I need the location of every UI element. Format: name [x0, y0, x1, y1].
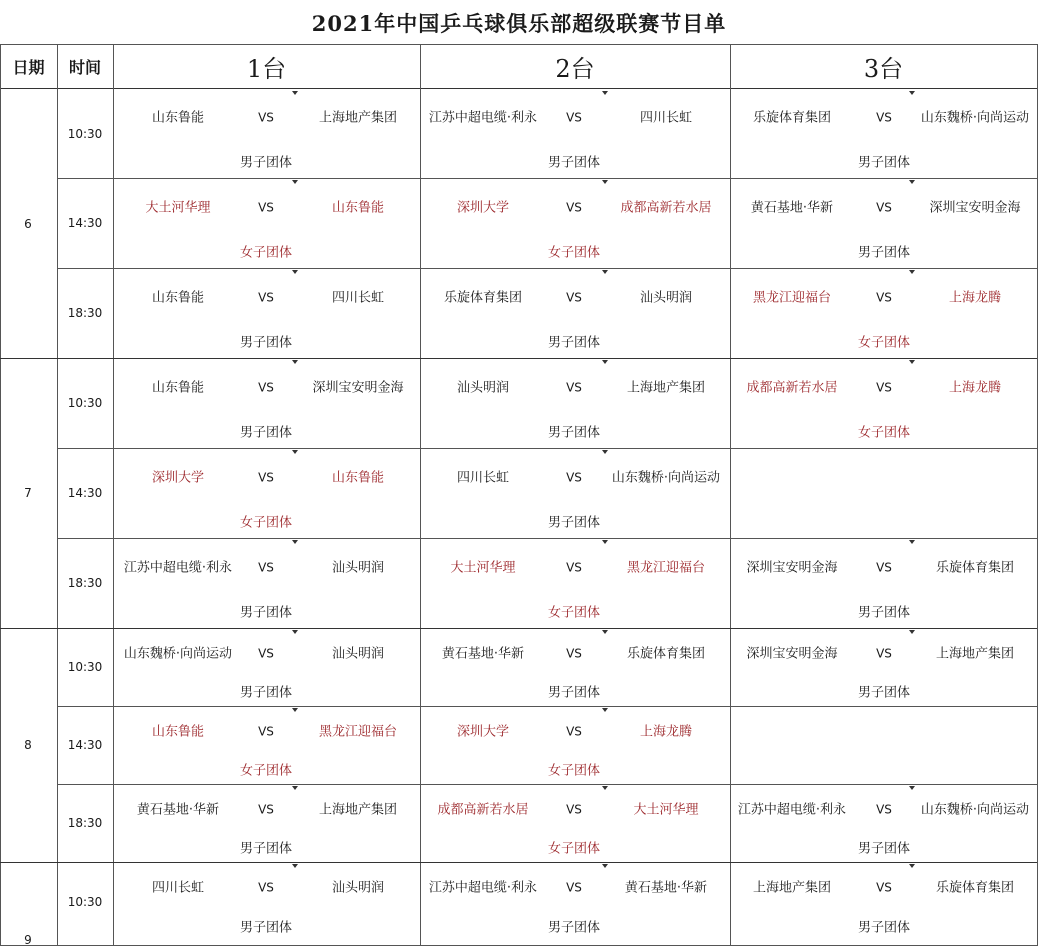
corner-marker	[292, 450, 298, 454]
corner-marker	[909, 270, 915, 274]
corner-marker	[602, 360, 608, 364]
team-home: 深圳宝安明金海	[746, 646, 838, 662]
team-home: 山东鲁能	[151, 380, 205, 396]
vs-label: VS	[258, 724, 274, 739]
corner-marker	[292, 91, 298, 95]
team-away: 乐旋体育集团	[626, 646, 706, 662]
vs-label: VS	[566, 802, 582, 817]
time-label: 10:30	[67, 895, 103, 909]
header-table-3: 3台	[863, 54, 904, 83]
grid-line	[57, 784, 1037, 785]
vs-label: VS	[258, 560, 274, 575]
team-away: 黑龙江迎福台	[626, 560, 706, 576]
vs-label: VS	[258, 470, 274, 485]
match-category: 男子团体	[857, 920, 911, 936]
vs-label: VS	[258, 200, 274, 215]
team-away: 乐旋体育集团	[935, 880, 1015, 896]
vs-label: VS	[258, 646, 274, 661]
day-label: 8	[24, 738, 32, 752]
team-home: 大土河华理	[145, 200, 211, 216]
team-away: 山东魏桥·向尚运动	[920, 802, 1030, 818]
team-away: 山东魏桥·向尚运动	[920, 110, 1030, 126]
corner-marker	[909, 360, 915, 364]
team-home: 黄石基地·华新	[750, 200, 834, 216]
grid-line	[0, 88, 1037, 89]
corner-marker	[602, 708, 608, 712]
grid-line	[420, 44, 421, 946]
time-label: 10:30	[67, 660, 103, 674]
vs-label: VS	[876, 802, 892, 817]
vs-label: VS	[566, 290, 582, 305]
match-category: 女子团体	[857, 335, 911, 351]
corner-marker	[292, 540, 298, 544]
team-away: 山东鲁能	[331, 200, 385, 216]
match-category: 男子团体	[239, 335, 293, 351]
team-away: 黄石基地·华新	[624, 880, 708, 896]
team-home: 汕头明润	[456, 380, 510, 396]
corner-marker	[909, 540, 915, 544]
vs-label: VS	[876, 646, 892, 661]
grid-line	[0, 862, 1037, 863]
time-label: 14:30	[67, 486, 103, 500]
team-home: 乐旋体育集团	[752, 110, 832, 126]
team-away: 上海龙腾	[948, 380, 1002, 396]
team-away: 成都高新若水居	[620, 200, 712, 216]
match-category: 女子团体	[857, 425, 911, 441]
match-category: 男子团体	[547, 335, 601, 351]
team-home: 山东鲁能	[151, 290, 205, 306]
team-away: 黑龙江迎福台	[318, 724, 398, 740]
match-category: 男子团体	[547, 685, 601, 701]
grid-line	[57, 706, 1037, 707]
team-home: 深圳宝安明金海	[746, 560, 838, 576]
vs-label: VS	[566, 646, 582, 661]
match-category: 男子团体	[239, 605, 293, 621]
team-away: 四川长虹	[639, 110, 693, 126]
match-category: 男子团体	[857, 155, 911, 171]
vs-label: VS	[258, 880, 274, 895]
match-category: 男子团体	[239, 425, 293, 441]
corner-marker	[602, 786, 608, 790]
match-category: 女子团体	[547, 605, 601, 621]
day-label: 9	[24, 933, 32, 947]
team-away: 汕头明润	[331, 880, 385, 896]
match-category: 男子团体	[547, 920, 601, 936]
team-home: 江苏中超电缆·利永	[428, 110, 538, 126]
vs-label: VS	[566, 470, 582, 485]
corner-marker	[292, 270, 298, 274]
team-away: 四川长虹	[331, 290, 385, 306]
team-home: 成都高新若水居	[746, 380, 838, 396]
vs-label: VS	[876, 880, 892, 895]
match-category: 男子团体	[547, 515, 601, 531]
vs-label: VS	[566, 200, 582, 215]
team-home: 山东鲁能	[151, 110, 205, 126]
team-home: 江苏中超电缆·利永	[428, 880, 538, 896]
team-away: 大土河华理	[633, 802, 699, 818]
corner-marker	[909, 864, 915, 868]
team-home: 黑龙江迎福台	[752, 290, 832, 306]
match-category: 男子团体	[547, 425, 601, 441]
corner-marker	[909, 180, 915, 184]
team-home: 乐旋体育集团	[443, 290, 523, 306]
match-category: 男子团体	[857, 245, 911, 261]
corner-marker	[292, 708, 298, 712]
match-category: 女子团体	[547, 245, 601, 261]
corner-marker	[909, 630, 915, 634]
vs-label: VS	[876, 560, 892, 575]
grid-line	[57, 178, 1037, 179]
grid-line	[57, 448, 1037, 449]
vs-label: VS	[876, 200, 892, 215]
header-date: 日期	[12, 57, 45, 77]
vs-label: VS	[258, 110, 274, 125]
grid-line	[57, 538, 1037, 539]
match-category: 男子团体	[547, 155, 601, 171]
vs-label: VS	[258, 290, 274, 305]
team-away: 汕头明润	[639, 290, 693, 306]
time-label: 18:30	[67, 816, 103, 830]
corner-marker	[602, 180, 608, 184]
corner-marker	[602, 270, 608, 274]
match-category: 男子团体	[239, 685, 293, 701]
grid-line	[57, 44, 58, 946]
time-label: 14:30	[67, 738, 103, 752]
team-home: 深圳大学	[456, 200, 510, 216]
header-time: 时间	[68, 57, 101, 77]
match-category: 男子团体	[857, 685, 911, 701]
team-home: 黄石基地·华新	[136, 802, 220, 818]
team-away: 上海龙腾	[948, 290, 1002, 306]
team-home: 黄石基地·华新	[441, 646, 525, 662]
team-away: 上海地产集团	[318, 802, 398, 818]
team-home: 上海地产集团	[752, 880, 832, 896]
time-label: 14:30	[67, 216, 103, 230]
team-home: 山东鲁能	[151, 724, 205, 740]
vs-label: VS	[258, 380, 274, 395]
match-category: 女子团体	[239, 245, 293, 261]
vs-label: VS	[566, 380, 582, 395]
grid-line	[730, 44, 731, 946]
team-home: 四川长虹	[456, 470, 510, 486]
vs-label: VS	[566, 560, 582, 575]
corner-marker	[602, 540, 608, 544]
match-category: 男子团体	[239, 155, 293, 171]
time-label: 10:30	[67, 396, 103, 410]
corner-marker	[292, 864, 298, 868]
match-category: 男子团体	[857, 841, 911, 857]
team-away: 山东魏桥·向尚运动	[611, 470, 721, 486]
team-away: 汕头明润	[331, 646, 385, 662]
team-away: 乐旋体育集团	[935, 560, 1015, 576]
grid-line	[0, 358, 1037, 359]
team-home: 深圳大学	[151, 470, 205, 486]
team-away: 深圳宝安明金海	[312, 380, 404, 396]
team-away: 上海地产集团	[935, 646, 1015, 662]
time-label: 10:30	[67, 126, 103, 141]
team-home: 大土河华理	[450, 560, 516, 576]
vs-label: VS	[876, 110, 892, 125]
match-category: 女子团体	[547, 841, 601, 857]
page-title: 2021年中国乒乓球俱乐部超级联赛节目单	[311, 11, 727, 36]
grid-line	[113, 44, 114, 946]
grid-line	[0, 44, 1, 946]
corner-marker	[909, 786, 915, 790]
team-home: 江苏中超电缆·利永	[737, 802, 847, 818]
vs-label: VS	[876, 380, 892, 395]
corner-marker	[602, 630, 608, 634]
match-category: 男子团体	[857, 605, 911, 621]
day-label: 7	[24, 486, 32, 500]
match-category: 女子团体	[547, 763, 601, 779]
team-home: 山东魏桥·向尚运动	[123, 646, 233, 662]
corner-marker	[602, 450, 608, 454]
vs-label: VS	[876, 290, 892, 305]
team-away: 上海龙腾	[639, 724, 693, 740]
grid-line	[0, 628, 1037, 629]
corner-marker	[292, 630, 298, 634]
grid-line	[57, 268, 1037, 269]
corner-marker	[909, 91, 915, 95]
vs-label: VS	[566, 724, 582, 739]
vs-label: VS	[566, 110, 582, 125]
match-category: 男子团体	[239, 920, 293, 936]
team-home: 深圳大学	[456, 724, 510, 740]
corner-marker	[602, 91, 608, 95]
corner-marker	[292, 360, 298, 364]
header-table-2: 2台	[555, 54, 595, 83]
time-label: 18:30	[67, 306, 103, 320]
corner-marker	[602, 864, 608, 868]
vs-label: VS	[566, 880, 582, 895]
team-away: 汕头明润	[331, 560, 385, 576]
team-away: 山东鲁能	[331, 470, 385, 486]
team-home: 成都高新若水居	[437, 802, 529, 818]
team-away: 深圳宝安明金海	[929, 200, 1021, 216]
team-home: 江苏中超电缆·利永	[123, 560, 233, 576]
corner-marker	[292, 180, 298, 184]
corner-marker	[292, 786, 298, 790]
header-table-1: 1台	[246, 54, 287, 83]
team-away: 上海地产集团	[626, 380, 706, 396]
match-category: 男子团体	[239, 841, 293, 857]
match-category: 女子团体	[239, 515, 293, 531]
team-home: 四川长虹	[151, 880, 205, 896]
time-label: 18:30	[67, 576, 103, 590]
day-label: 6	[24, 216, 32, 231]
vs-label: VS	[258, 802, 274, 817]
match-category: 女子团体	[239, 763, 293, 779]
team-away: 上海地产集团	[318, 110, 398, 126]
